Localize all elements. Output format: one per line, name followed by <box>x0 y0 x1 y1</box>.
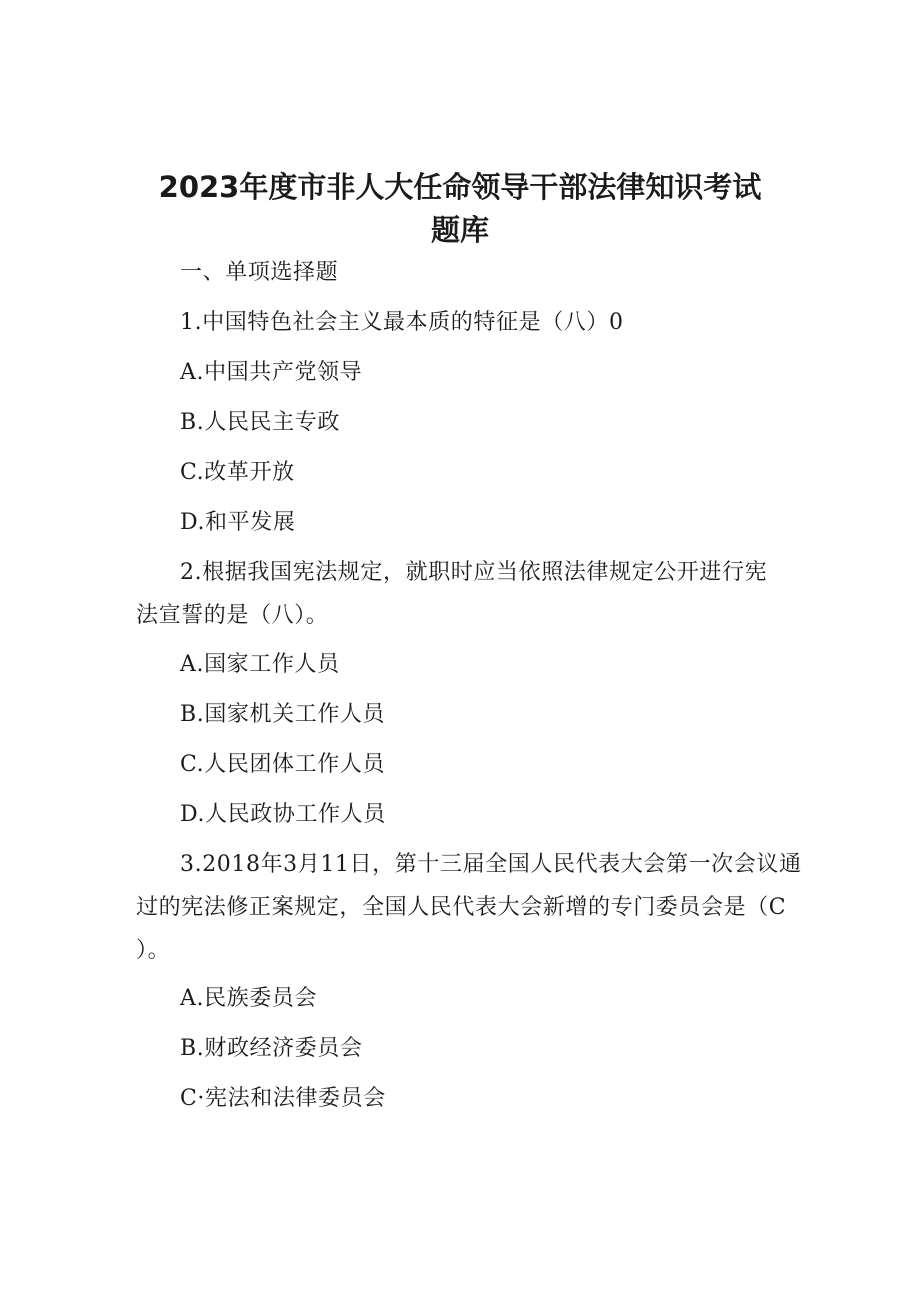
question-3-stem-line-2: 过的宪法修正案规定，全国人民代表大会新增的专门委员会是（C <box>136 895 787 920</box>
section-heading: 一、单项选择题 <box>180 260 339 285</box>
question-1-option-a: A.中国共产党领导 <box>180 360 363 385</box>
document-title-line-1: 2023年度市非人大任命领导干部法律知识考试 <box>158 170 762 204</box>
question-2-stem-line-1: 2.根据我国宪法规定，就职时应当依照法律规定公开进行宪 <box>180 560 768 585</box>
question-3-stem-line-1: 3.2018年3月11日，第十三届全国人民代表大会第一次会议通 <box>180 852 802 877</box>
question-2-option-a: A.国家工作人员 <box>180 652 340 677</box>
question-2-option-d: D.人民政协工作人员 <box>180 802 386 827</box>
document-title-line-2: 题库 <box>430 213 489 247</box>
question-1-option-c: C.改革开放 <box>180 460 295 485</box>
question-2-stem-line-2: 法宣誓的是（八）。 <box>136 603 329 628</box>
question-3-option-a: A.民族委员会 <box>180 986 318 1011</box>
question-1-option-b: B.人民民主专政 <box>180 410 340 435</box>
question-2-option-b: B.国家机关工作人员 <box>180 702 386 727</box>
question-3-option-b: B.财政经济委员会 <box>180 1036 363 1061</box>
question-3-stem-line-3: ）。 <box>136 938 171 963</box>
question-1-option-d: D.和平发展 <box>180 510 296 535</box>
question-1-stem: 1.中国特色社会主义最本质的特征是（八）0 <box>180 310 624 335</box>
question-2-option-c: C.人民团体工作人员 <box>180 752 386 777</box>
question-3-option-c: C·宪法和法律委员会 <box>180 1086 386 1111</box>
